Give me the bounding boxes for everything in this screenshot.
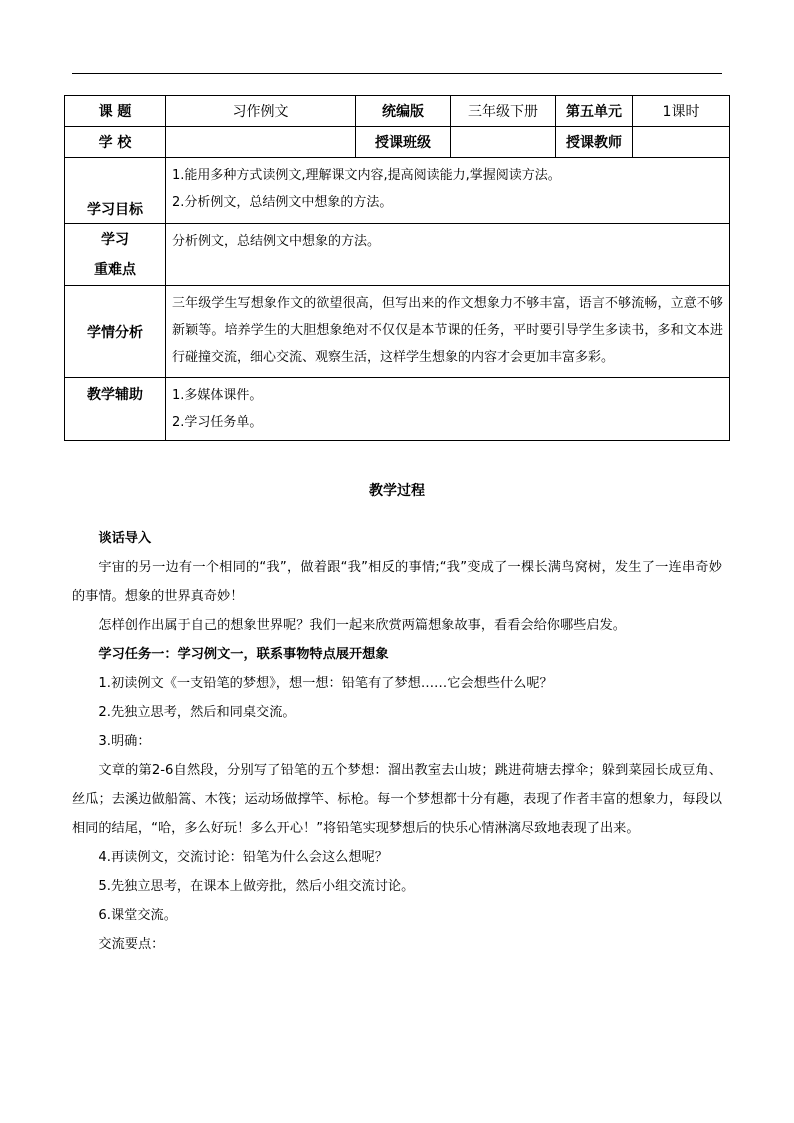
analysis-label: 学情分析 <box>65 286 166 378</box>
section-heading: 谈话导入 <box>98 531 152 546</box>
topic-value: 习作例文 <box>166 96 356 127</box>
analysis-text: 三年级学生写想象作文的欲望很高，但写出来的作文想象力不够丰富，语言不够流畅，立意不够新颖等。培养学生的大胆想象绝对不仅仅是本节课的任务，平时要引导学生多读书，多和文本进行碰撞交流，细心交流、观察生活，这样学生想象的内容才会更加丰富多彩。 <box>172 296 723 365</box>
key-points-label <box>65 224 166 286</box>
process-paragraph: 6.课堂交流。 <box>98 908 177 923</box>
unit-value: 第五单元 <box>556 96 633 127</box>
table-row-goals <box>65 158 730 224</box>
grade-value: 三年级下册 <box>451 96 556 127</box>
aid-item: 2.学习任务单。 <box>172 415 263 430</box>
table-row-school <box>65 127 730 158</box>
process-title: 教学过程 <box>369 483 425 499</box>
table-row-aids <box>65 378 730 441</box>
goal-item: 1.能用多种方式读例文,理解课文内容,提高阅读能力,掌握阅读方法。 <box>172 168 561 183</box>
edition-value: 统编版 <box>356 96 451 127</box>
process-body <box>72 524 722 959</box>
class-label: 授课班级 <box>356 127 451 158</box>
key-points-label-line1: 学习 <box>101 231 129 248</box>
process-paragraph: 5.先独立思考，在课本上做旁批，然后小组交流讨论。 <box>98 879 415 894</box>
process-paragraph: 2.先独立思考，然后和同桌交流。 <box>98 705 296 720</box>
key-points-text: 分析例文，总结例文中想象的方法。 <box>172 234 381 249</box>
analysis-content <box>166 286 730 378</box>
process-paragraph: 1.初读例文《一支铅笔的梦想》，想一想：铅笔有了梦想……它会想些什么呢？ <box>98 676 553 691</box>
teacher-label: 授课教师 <box>556 127 633 158</box>
class-value <box>451 127 556 158</box>
teaching-process <box>72 480 722 959</box>
aids-label: 教学辅助 <box>65 378 166 441</box>
lesson-info-table <box>64 95 730 441</box>
process-paragraph: 宇宙的另一边有一个相同的“我”，做着跟“我”相反的事情;“我”变成了一棵长满鸟窝树，发生了一连串奇妙的事情。想象的世界真奇妙！ <box>72 560 722 604</box>
aid-item: 1.多媒体课件。 <box>172 388 263 403</box>
process-paragraph: 4.再读例文，交流讨论：铅笔为什么会这么想呢？ <box>98 850 388 865</box>
key-points-content <box>166 224 730 286</box>
teacher-value <box>633 127 730 158</box>
goal-item: 2.分析例文，总结例文中想象的方法。 <box>172 195 393 210</box>
header-rule <box>72 73 722 74</box>
aids-content <box>166 378 730 441</box>
table-row-analysis <box>65 286 730 378</box>
section-heading: 学习任务一：学习例文一，联系事物特点展开想象 <box>98 647 389 662</box>
topic-label: 课 题 <box>65 96 166 127</box>
process-paragraph: 文章的第2-6自然段，分别写了铅笔的五个梦想：溜出教室去山坡；跳进荷塘去撑伞；躲到菜园长成豆角、丝瓜；去溪边做船篙、木筏；运动场做撑竿、标枪。每一个梦想都十分有趣，表现了作者丰富的想象力，每段以相同的结尾，“哈，多么好玩！多么开心！”将铅笔实现梦想后的快乐心情淋漓尽致地表现了出来。 <box>72 763 722 836</box>
process-paragraph: 3.明确： <box>98 734 151 749</box>
school-label: 学 校 <box>65 127 166 158</box>
table-row-key-points <box>65 224 730 286</box>
goals-label: 学习目标 <box>65 158 166 224</box>
goals-content <box>166 158 730 224</box>
process-paragraph: 交流要点： <box>98 937 165 952</box>
process-paragraph: 怎样创作出属于自己的想象世界呢？我们一起来欣赏两篇想象故事，看看会给你哪些启发。 <box>98 618 626 633</box>
key-points-label-line2: 重难点 <box>94 261 136 278</box>
school-value <box>166 127 356 158</box>
hours-value: 1课时 <box>633 96 730 127</box>
table-row-topic <box>65 96 730 127</box>
